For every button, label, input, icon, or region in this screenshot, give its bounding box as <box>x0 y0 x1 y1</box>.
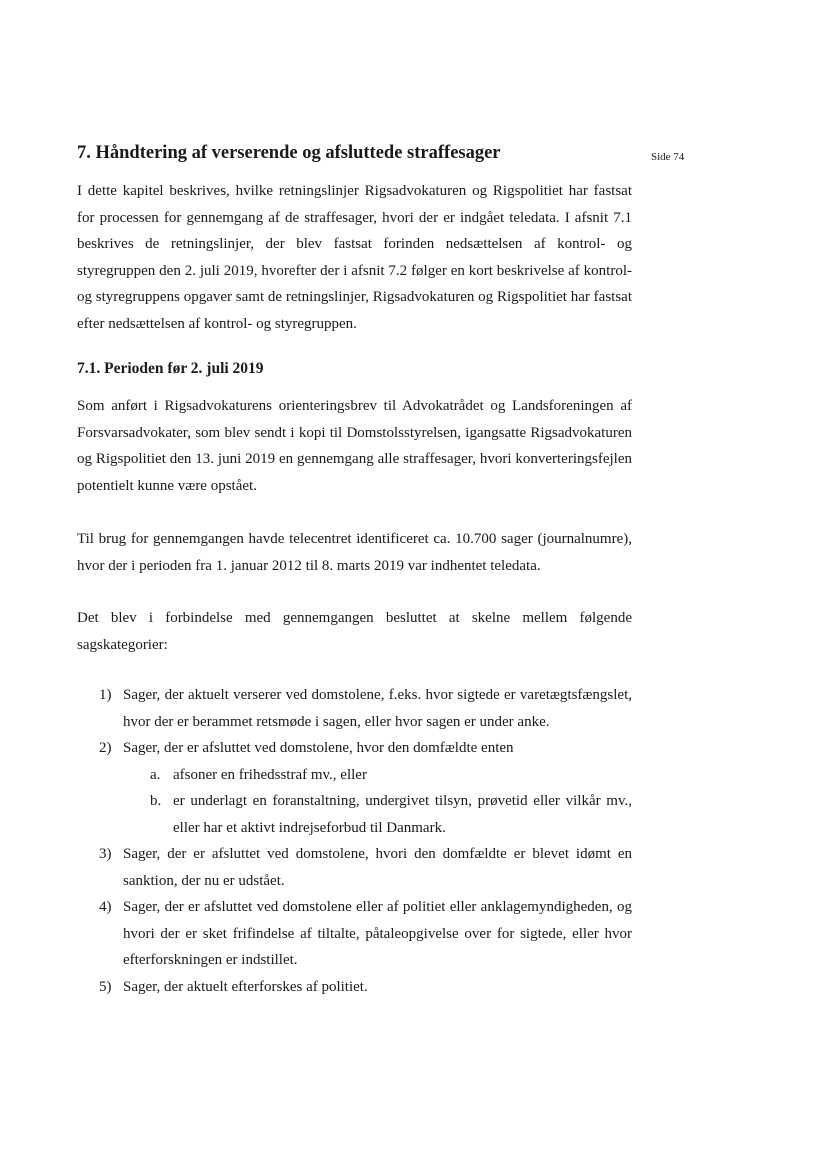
sub-list-item-text: er underlagt en foranstaltning, undergivet tilsyn, prøvetid eller vilkår mv., eller har et aktivt indrejseforbud til Danmark. <box>173 793 632 836</box>
list-item-text: Sager, der er afsluttet ved domstolene eller af politiet eller anklagemyndigheden, og hvori der er sket frifindelse af tiltalte, påtaleopgivelse over for sigtede, eller hvor efterforskningen er indstillet. <box>123 899 632 968</box>
sub-list-item-letter: b. <box>150 793 162 809</box>
paragraph-1: Som anført i Rigsadvokaturens orienteringsbrev til Advokatrådet og Landsforeningen af Forsvarsadvokater, som blev sendt i kopi til Domstolsstyrelsen, igangsatte Rigsadvokaturen og Rigspolitiet den 13. juni 2019 en gennemgang alle straffesager, hvori konverteringsfejlen potentielt kunne være opstået. <box>77 398 632 494</box>
section-title: 7.1. Perioden før 2. juli 2019 <box>77 360 264 377</box>
list-item <box>77 974 632 1001</box>
intro-paragraph: I dette kapitel beskrives, hvilke retningslinjer Rigsadvokaturen og Rigspolitiet har fastsat for processen for gennemgang af de straffesager, hvori der er indgået teledata. I afsnit 7.1 beskrives de retningslinjer, der blev fastsat forinden nedsættelsen af kontrol- og styregruppen den 2. juli 2019, hvorefter der i afsnit 7.2 følger en kort beskrivelse af kontrol- og styregruppens opgaver samt de retningslinjer, Rigsadvokaturen og Rigspolitiet har fastsat efter nedsættelsen af kontrol- og styregruppen. <box>77 183 632 332</box>
list-item-text: Sager, der er afsluttet ved domstolene, hvor den domfældte enten <box>123 740 514 756</box>
list-item-number: 3) <box>99 846 112 862</box>
list-item-number: 4) <box>99 899 112 915</box>
sub-list-item-text: afsoner en frihedsstraf mv., eller <box>173 766 367 783</box>
list-item-number: 1) <box>99 687 112 703</box>
list-item-number: 5) <box>99 978 112 995</box>
sub-list <box>123 762 632 842</box>
list-item <box>77 894 632 974</box>
paragraph-2: Til brug for gennemgangen havde telecentret identificeret ca. 10.700 sager (journalnumre), hvor der i perioden fra 1. januar 2012 til 8. marts 2019 var indhentet teledata. <box>77 531 632 574</box>
page-number: Side 74 <box>651 151 685 163</box>
paragraph-3: Det blev i forbindelse med gennemgangen besluttet at skelne mellem følgende sagskategorier: <box>77 610 632 653</box>
list-item <box>77 682 632 735</box>
list-item-text: Sager, der aktuelt verserer ved domstolene, f.eks. hvor sigtede er varetægtsfængslet, hvor der er berammet retsmøde i sagen, eller hvor sagen er under anke. <box>123 687 632 730</box>
chapter-title: 7. Håndtering af verserende og afsluttede straffesager <box>77 143 501 163</box>
category-list <box>77 682 632 1000</box>
list-item <box>77 841 632 894</box>
sub-list-item-letter: a. <box>150 766 161 783</box>
list-item-number: 2) <box>99 740 112 756</box>
list-item-text: Sager, der aktuelt efterforskes af politiet. <box>123 978 368 995</box>
sub-list-item <box>123 762 632 789</box>
list-item <box>77 735 632 841</box>
list-item-text: Sager, der er afsluttet ved domstolene, hvori den domfældte er blevet idømt en sanktion, der nu er udstået. <box>123 846 632 889</box>
sub-list-item <box>123 788 632 841</box>
